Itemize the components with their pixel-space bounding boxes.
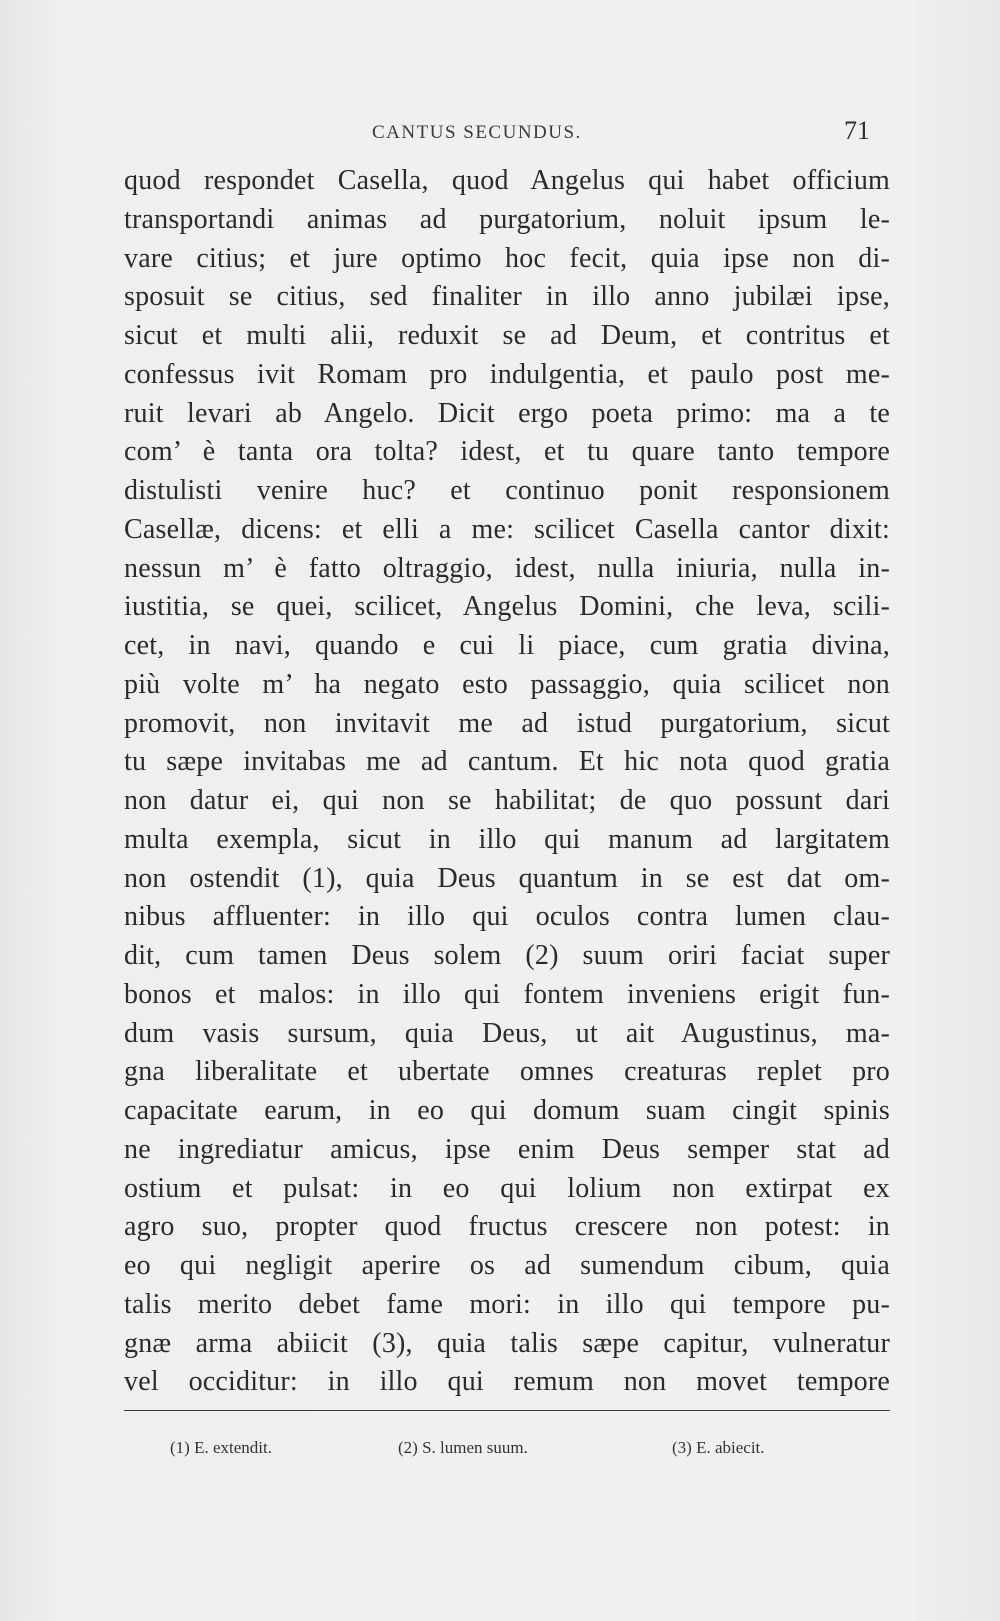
text-line: confessus ivit Romam pro indulgentia, et paulo post me-	[124, 358, 890, 390]
text-line: eo qui negligit aperire os ad sumendum cibum, quia	[124, 1250, 890, 1281]
text-line: dum vasis sursum, quia Deus, ut ait Augustinus, ma-	[124, 1017, 890, 1049]
text-line: più volte m’ ha negato esto passaggio, quia scilicet non	[124, 668, 890, 700]
text-line: sicut et multi alii, reduxit se ad Deum, et contritus et	[124, 320, 890, 351]
text-line: ruit levari ab Angelo. Dicit ergo poeta primo: ma a te	[124, 397, 890, 429]
text-line: sposuit se citius, sed finaliter in illo anno jubilæi ipse,	[124, 281, 890, 313]
running-head	[124, 118, 890, 152]
text-line: transportandi animas ad purgatorium, noluit ipsum le-	[124, 203, 890, 235]
text-line: tu sæpe invitabas me ad cantum. Et hic nota quod gratia	[124, 746, 890, 778]
text-line: distulisti venire huc? et continuo ponit responsionem	[124, 475, 890, 506]
text-line: agro suo, propter quod fructus crescere non potest: in	[124, 1211, 890, 1243]
text-line: cet, in navi, quando e cui li piace, cum gratia divina,	[124, 630, 890, 661]
text-line: ostium et pulsat: in eo qui lolium non extirpat ex	[124, 1172, 890, 1204]
text-line: bonos et malos: in illo qui fontem inveniens erigit fun-	[124, 978, 890, 1010]
text-line: com’ è tanta ora tolta? idest, et tu quare tanto tempore	[124, 436, 890, 468]
text-line: quod respondet Casella, quod Angelus qui habet officium	[124, 165, 890, 196]
text-line: ne ingrediatur amicus, ipse enim Deus semper stat ad	[124, 1133, 890, 1165]
page-number: 71	[844, 116, 870, 145]
footnote-2: (2) S. lumen suum.	[398, 1438, 528, 1457]
footnote-1: (1) E. extendit.	[170, 1438, 272, 1457]
running-title: CANTUS SECUNDUS.	[372, 122, 582, 143]
text-line: capacitate earum, in eo qui domum suam cingit spinis	[124, 1095, 890, 1126]
text-line: talis merito debet fame mori: in illo qui tempore pu-	[124, 1288, 890, 1320]
text-line: vel occiditur: in illo qui remum non movet tempore	[124, 1366, 890, 1398]
text-line: gnæ arma abiicit (3), quia talis sæpe capitur, vulneratur	[124, 1327, 890, 1359]
text-line: dit, cum tamen Deus solem (2) suum oriri faciat super	[124, 940, 890, 971]
body-text	[124, 162, 890, 1402]
footnotes	[124, 1438, 890, 1462]
text-line: iustitia, se quei, scilicet, Angelus Domini, che leva, scili-	[124, 591, 890, 623]
text-line: gna liberalitate et ubertate omnes creaturas replet pro	[124, 1056, 890, 1088]
text-line: nessun m’ è fatto oltraggio, idest, nulla iniuria, nulla in-	[124, 552, 890, 584]
text-line: nibus affluenter: in illo qui oculos contra lumen clau-	[124, 901, 890, 933]
text-line: vare citius; et jure optimo hoc fecit, quia ipse non di-	[124, 242, 890, 274]
text-line: non ostendit (1), quia Deus quantum in se est dat om-	[124, 862, 890, 894]
footnote-divider	[124, 1410, 890, 1411]
footnote-3: (3) E. abiecit.	[672, 1438, 765, 1457]
text-line: non datur ei, qui non se habilitat; de quo possunt dari	[124, 785, 890, 816]
text-line: Casellæ, dicens: et elli a me: scilicet Casella cantor dixit:	[124, 513, 890, 545]
text-line: multa exempla, sicut in illo qui manum ad largitatem	[124, 823, 890, 855]
text-line: promovit, non invitavit me ad istud purgatorium, sicut	[124, 707, 890, 739]
